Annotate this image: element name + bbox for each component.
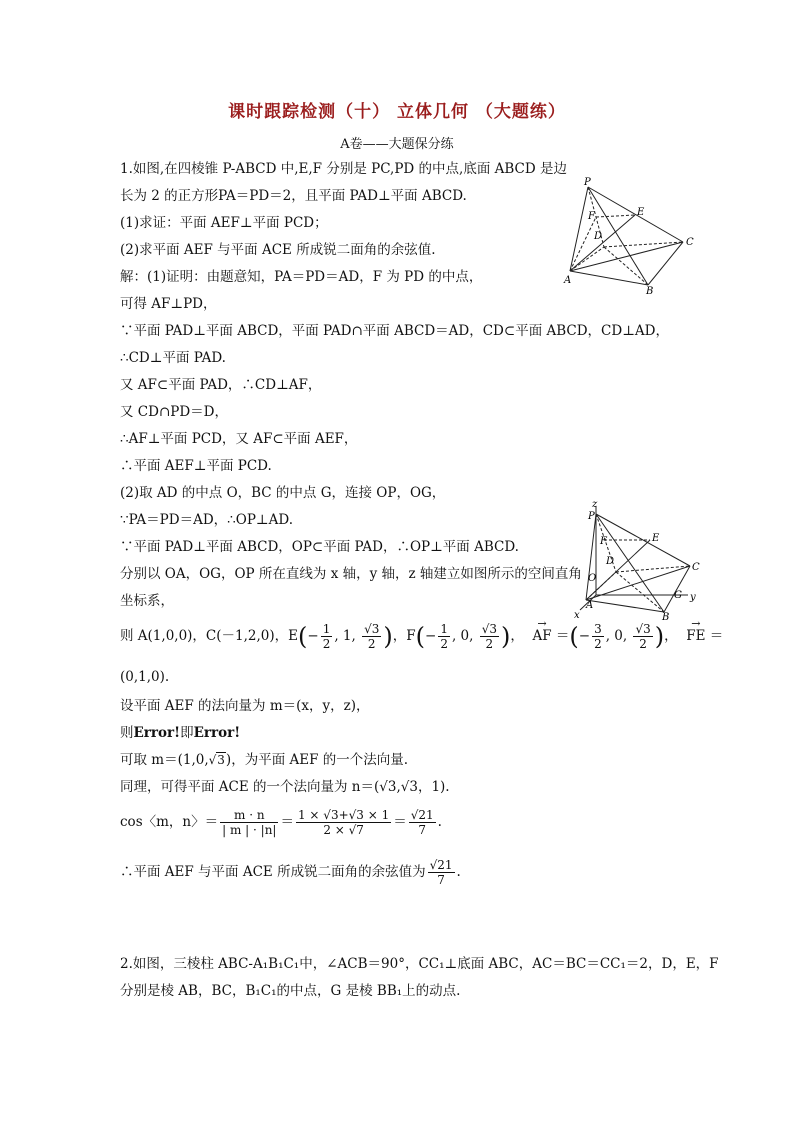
fig2-label-y: y [690, 592, 696, 603]
p1-line-11: ∴AF⊥平面 PCD，又 AF⊂平面 AEF， [120, 431, 358, 447]
error-text-2: Error! [193, 725, 241, 741]
p1-coords-line: 则 A(1,0,0)，C(－1,2,0)，E(− $\frac{1}{2}$ , 1, $\frac{√3}{2}$ )，F(− $\frac{1}{2}$ , 0, $\frac{√3}{2}$ )， → AF ＝(− $\frac{3}{2}$ , 0, $\frac{√3}{2}$ )， → FE ＝ [120, 622, 723, 651]
page-title: 课时跟踪检测（十） 立体几何 （大题练） [228, 102, 566, 122]
p1-line-25: ∴平面 AEF 与平面 ACE 所成锐二面角的余弦值为 $\frac{√21}{7}$ . [120, 858, 461, 887]
fig1-label-B: B [646, 286, 654, 295]
p1-line-6: 可得 AF⊥PD， [120, 296, 217, 312]
fig2-label-O: O [588, 573, 597, 584]
fig2-label-C: C [692, 562, 700, 573]
fig2-label-B: B [662, 612, 670, 620]
fig1-label-E: E [637, 207, 645, 218]
fig1-label-P: P [584, 177, 591, 188]
p1-line-2: 长为 2 的正方形PA＝PD＝2，且平面 PAD⊥平面 ABCD. [120, 188, 467, 204]
coords-F: ，F [392, 628, 416, 644]
p1-line-21: 则Error!即Error! [120, 725, 241, 741]
p1-line-24: cos〈m，n〉＝ $\frac{m \cdot n}{| m | \cdot |n|}$ ＝ $\frac{1 \times √3+√3 \times 1}{2 \times √7}$ ＝ $\frac{√21}{7}$ . [120, 808, 442, 837]
page-subtitle: A卷——大题保分练 [340, 137, 454, 152]
fig1-label-D: D [594, 231, 603, 242]
fig2-label-D: D [606, 556, 615, 567]
fig2-label-F: F [600, 536, 607, 547]
p1-line-23: 同理，可得平面 ACE 的一个法向量为 n＝(√3,√3，1). [120, 779, 450, 795]
pyramid-figure-1 [560, 175, 695, 295]
p1-line-3: (1)求证：平面 AEF⊥平面 PCD； [120, 215, 328, 231]
error-text-1: Error! [133, 725, 181, 741]
p1-line-10: 又 CD∩PD＝D， [120, 404, 228, 420]
fig2-label-G: G [674, 590, 682, 601]
p1-line-5: 解：(1)证明：由题意知，PA＝PD＝AD，F 为 PD 的中点， [120, 269, 483, 285]
p1-line-13: (2)取 AD 的中点 O，BC 的中点 G，连接 OP，OG， [120, 485, 446, 501]
p1-line-15: ∵平面 PAD⊥平面 ABCD，OP⊂平面 PAD，∴OP⊥平面 ABCD. [120, 539, 519, 555]
fig1-label-A: A [564, 275, 572, 286]
p1-line-9: 又 AF⊂平面 PAD，∴CD⊥AF， [120, 377, 322, 393]
pyramid-figure-2 [570, 500, 710, 620]
fig2-label-A: A [586, 600, 594, 611]
p1-line-22: 可取 m＝(1,0,√3)，为平面 AEF 的一个法向量. [120, 752, 409, 768]
vector-AF: → AF [532, 623, 551, 645]
fig2-label-x: x [574, 610, 580, 620]
p1-line-1: 1.如图,在四棱锥 P-ABCD 中,E,F 分别是 PC,PD 的中点,底面 ABCD 是边 [120, 161, 567, 177]
p1-line-20: 设平面 AEF 的法向量为 m＝(x，y，z)， [120, 698, 370, 714]
coords-prefix: 则 A(1,0,0)，C(－1,2,0)，E [120, 628, 298, 644]
p1-line-7: ∵平面 PAD⊥平面 ABCD，平面 PAD∩平面 ABCD＝AD，CD⊂平面 ABCD，CD⊥AD， [120, 323, 669, 339]
p1-line-14: ∵PA＝PD＝AD，∴OP⊥AD. [120, 512, 293, 528]
p1-line-4: (2)求平面 AEF 与平面 ACE 所成锐二面角的余弦值. [120, 242, 436, 258]
vector-FE: → FE [686, 623, 705, 645]
fig1-label-C: C [686, 237, 694, 248]
p1-line-17: 坐标系， [120, 593, 174, 609]
fig1-label-F: F [588, 211, 595, 222]
p1-line-19: (0,1,0). [120, 669, 170, 685]
p2-line-1: 2.如图，三棱柱 ABC-A₁B₁C₁中，∠ACB＝90°，CC₁⊥底面 ABC，AC＝BC＝CC₁＝2，D，E，F [120, 956, 719, 972]
fig2-label-P: P [588, 511, 595, 522]
p1-line-8: ∴CD⊥平面 PAD. [120, 350, 226, 366]
p1-line-12: ∴平面 AEF⊥平面 PCD. [120, 458, 272, 474]
fig2-label-z: z [592, 500, 598, 510]
p2-line-2: 分别是棱 AB，BC，B₁C₁的中点，G 是棱 BB₁上的动点. [120, 983, 461, 999]
p1-line-16: 分别以 OA，OG，OP 所在直线为 x 轴，y 轴，z 轴建立如图所示的空间直角 [120, 566, 582, 582]
fig2-label-E: E [652, 533, 660, 544]
